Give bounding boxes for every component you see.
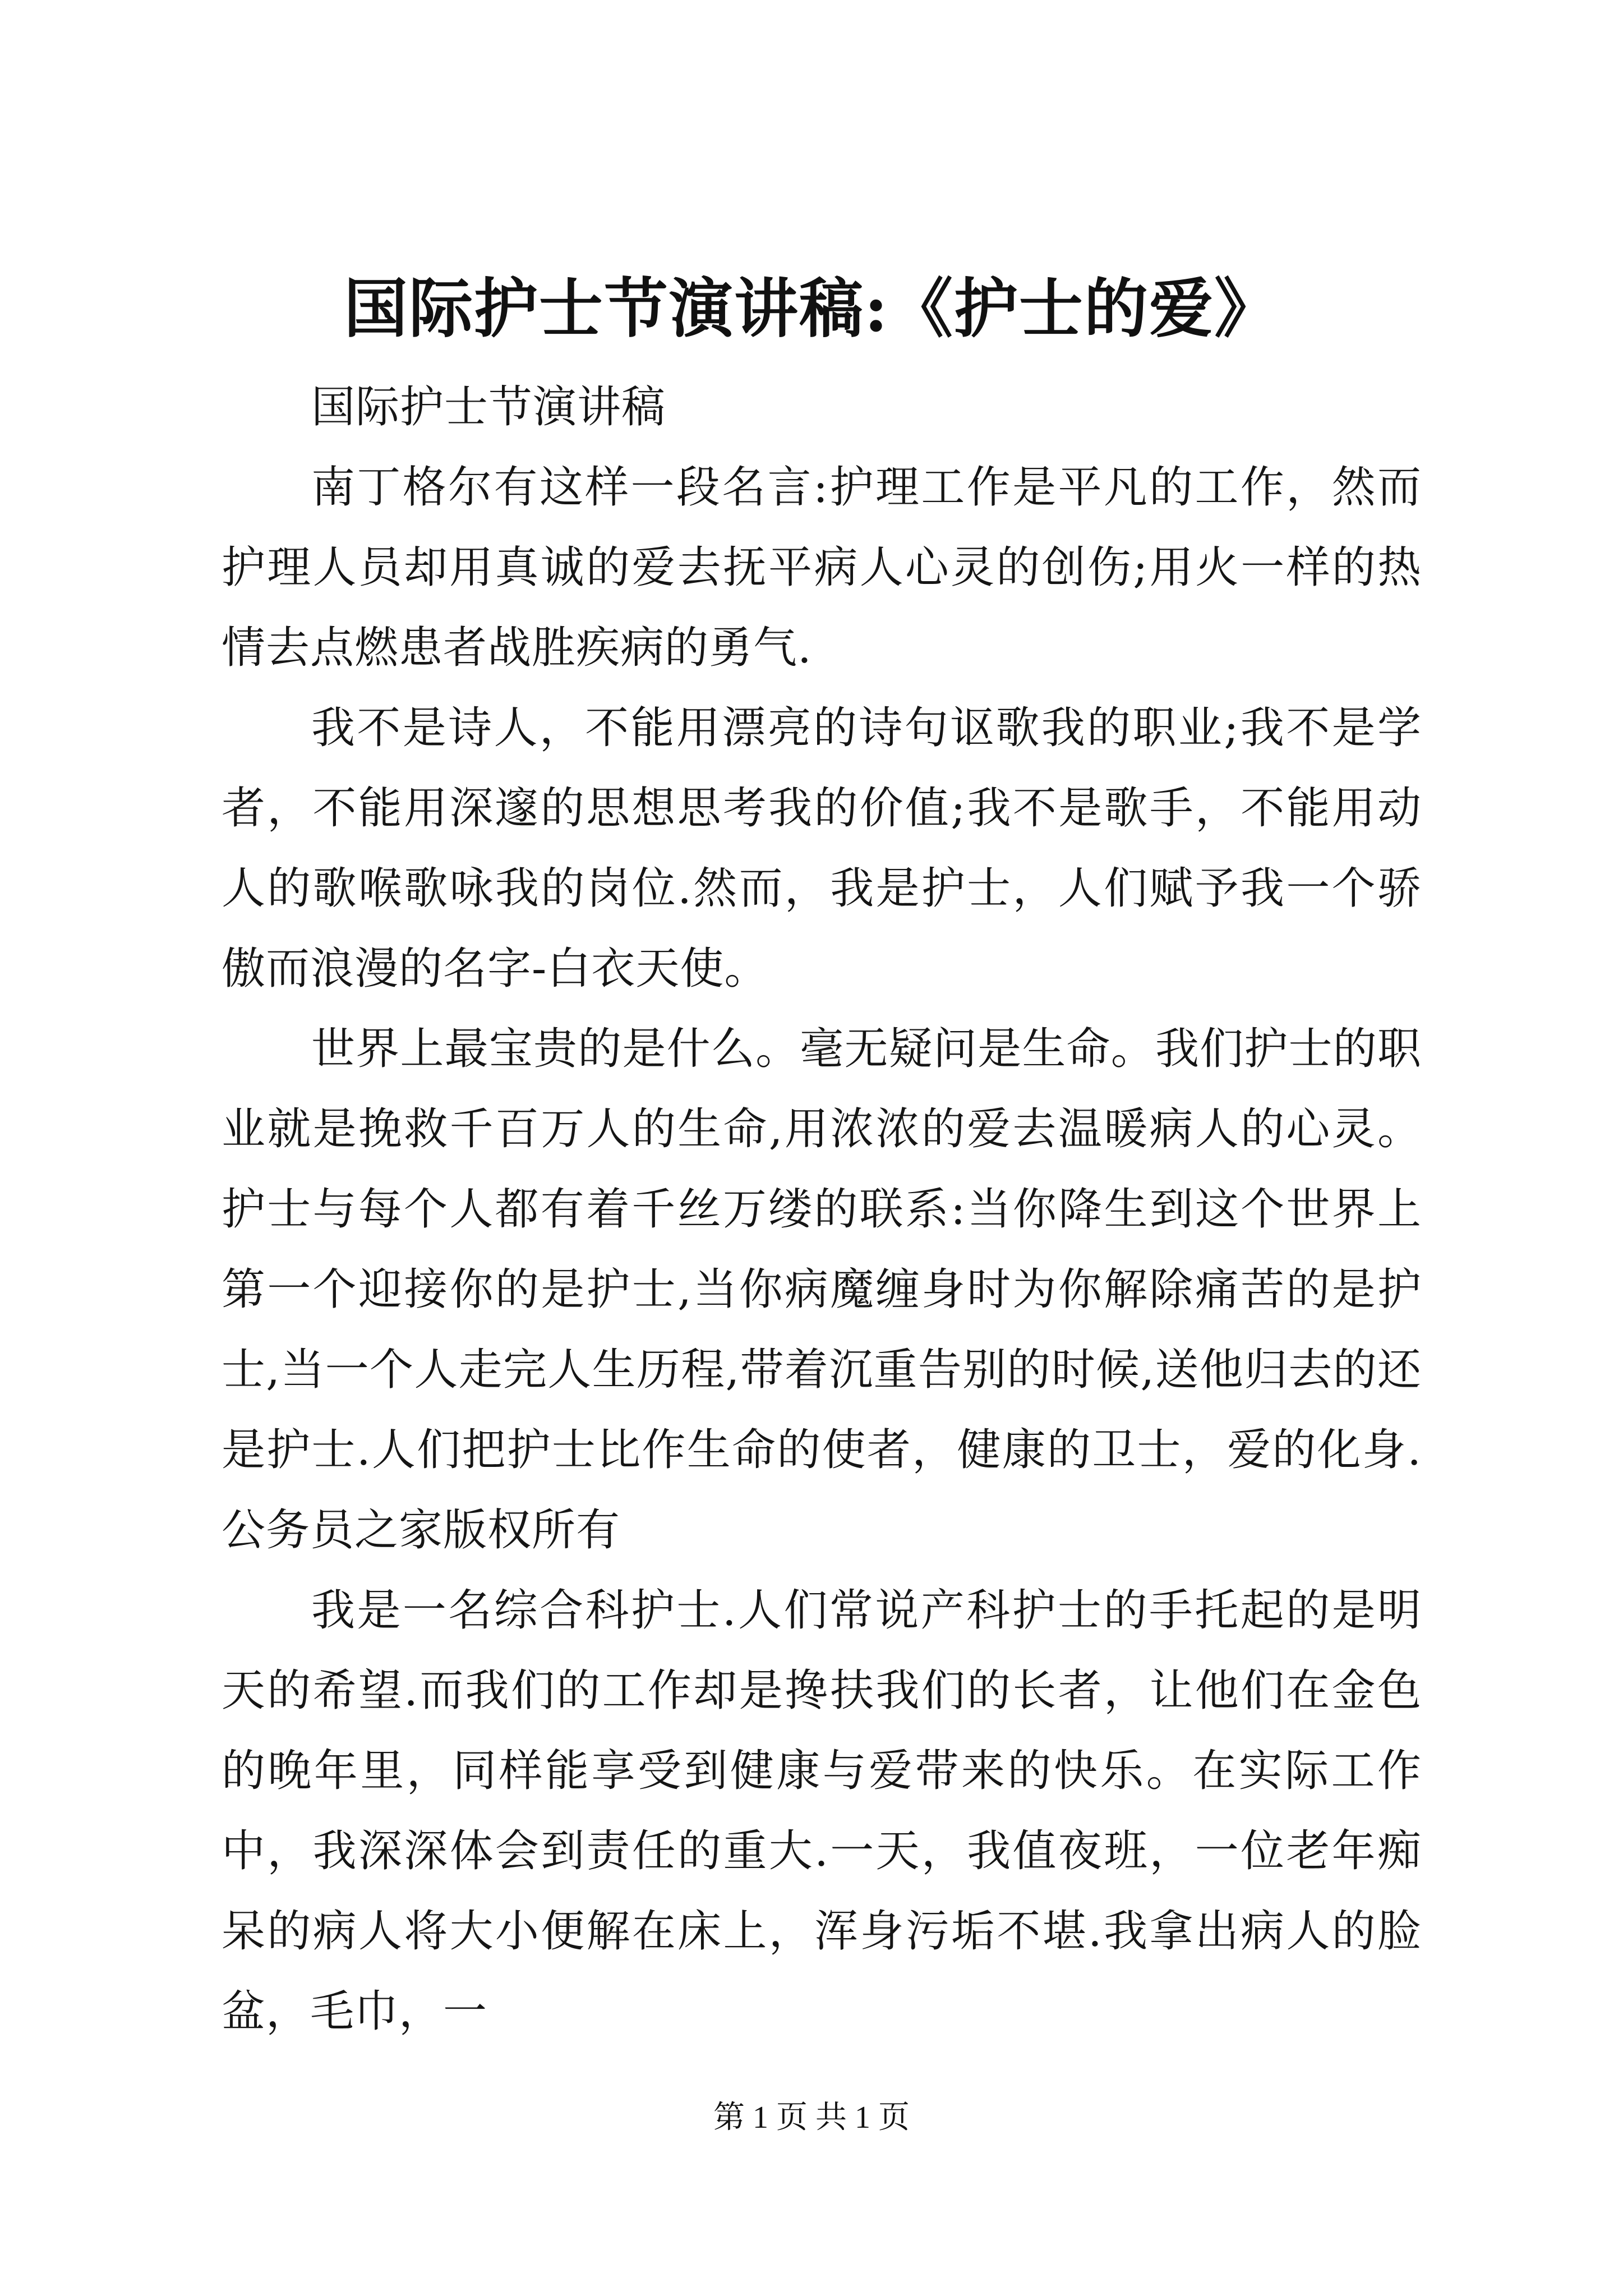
- paragraph-precious-life: 世界上最宝贵的是什么。毫无疑问是生命。我们护士的职业就是挽救千百万人的生命,用浓浓的爱去温暖病人的心灵。护士与每个人都有着千丝万缕的联系:当你降生到这个世界上第一个迎接你的是护士,当你病魔缠身时为你解除痛苦的是护士,当一个人走完人生历程,带着沉重告别的时候,送他归去的还是护士.人们把护士比作生命的使者，健康的卫士，爱的化身.公务员之家版权所有: [222, 1024, 1422, 1556]
- paragraph-general-ward-nurse: 我是一名综合科护士.人们常说产科护士的手托起的是明天的希望.而我们的工作却是搀扶我们的长者，让他们在金色的晚年里，同样能享受到健康与爱带来的快乐。在实际工作中，我深深体会到责任的重大.一天，我值夜班，一位老年痴呆的病人将大小便解在床上，浑身污垢不堪.我拿出病人的脸盆，毛巾，一: [222, 1585, 1422, 2037]
- page-footer: 第 1 页 共 1 页: [713, 2100, 910, 2135]
- paragraph-nightingale-quote: 南丁格尔有这样一段名言:护理工作是平凡的工作，然而护理人员却用真诚的爱去抚平病人心灵的创伤;用火一样的热情去点燃患者战胜疾病的勇气.: [222, 462, 1422, 673]
- paragraph-subtitle: 国际护士节演讲稿: [311, 382, 666, 432]
- document-body: [222, 367, 1422, 2052]
- document-title: 国际护士节演讲稿:《护士的爱》: [343, 271, 1280, 346]
- paragraph-white-angel: 我不是诗人，不能用漂亮的诗句讴歌我的职业;我不是学者，不能用深邃的思想思考我的价值;我不是歌手，不能用动人的歌喉歌咏我的岗位.然而，我是护士，人们赋予我一个骄傲而浪漫的名字-白衣天使。: [222, 703, 1422, 994]
